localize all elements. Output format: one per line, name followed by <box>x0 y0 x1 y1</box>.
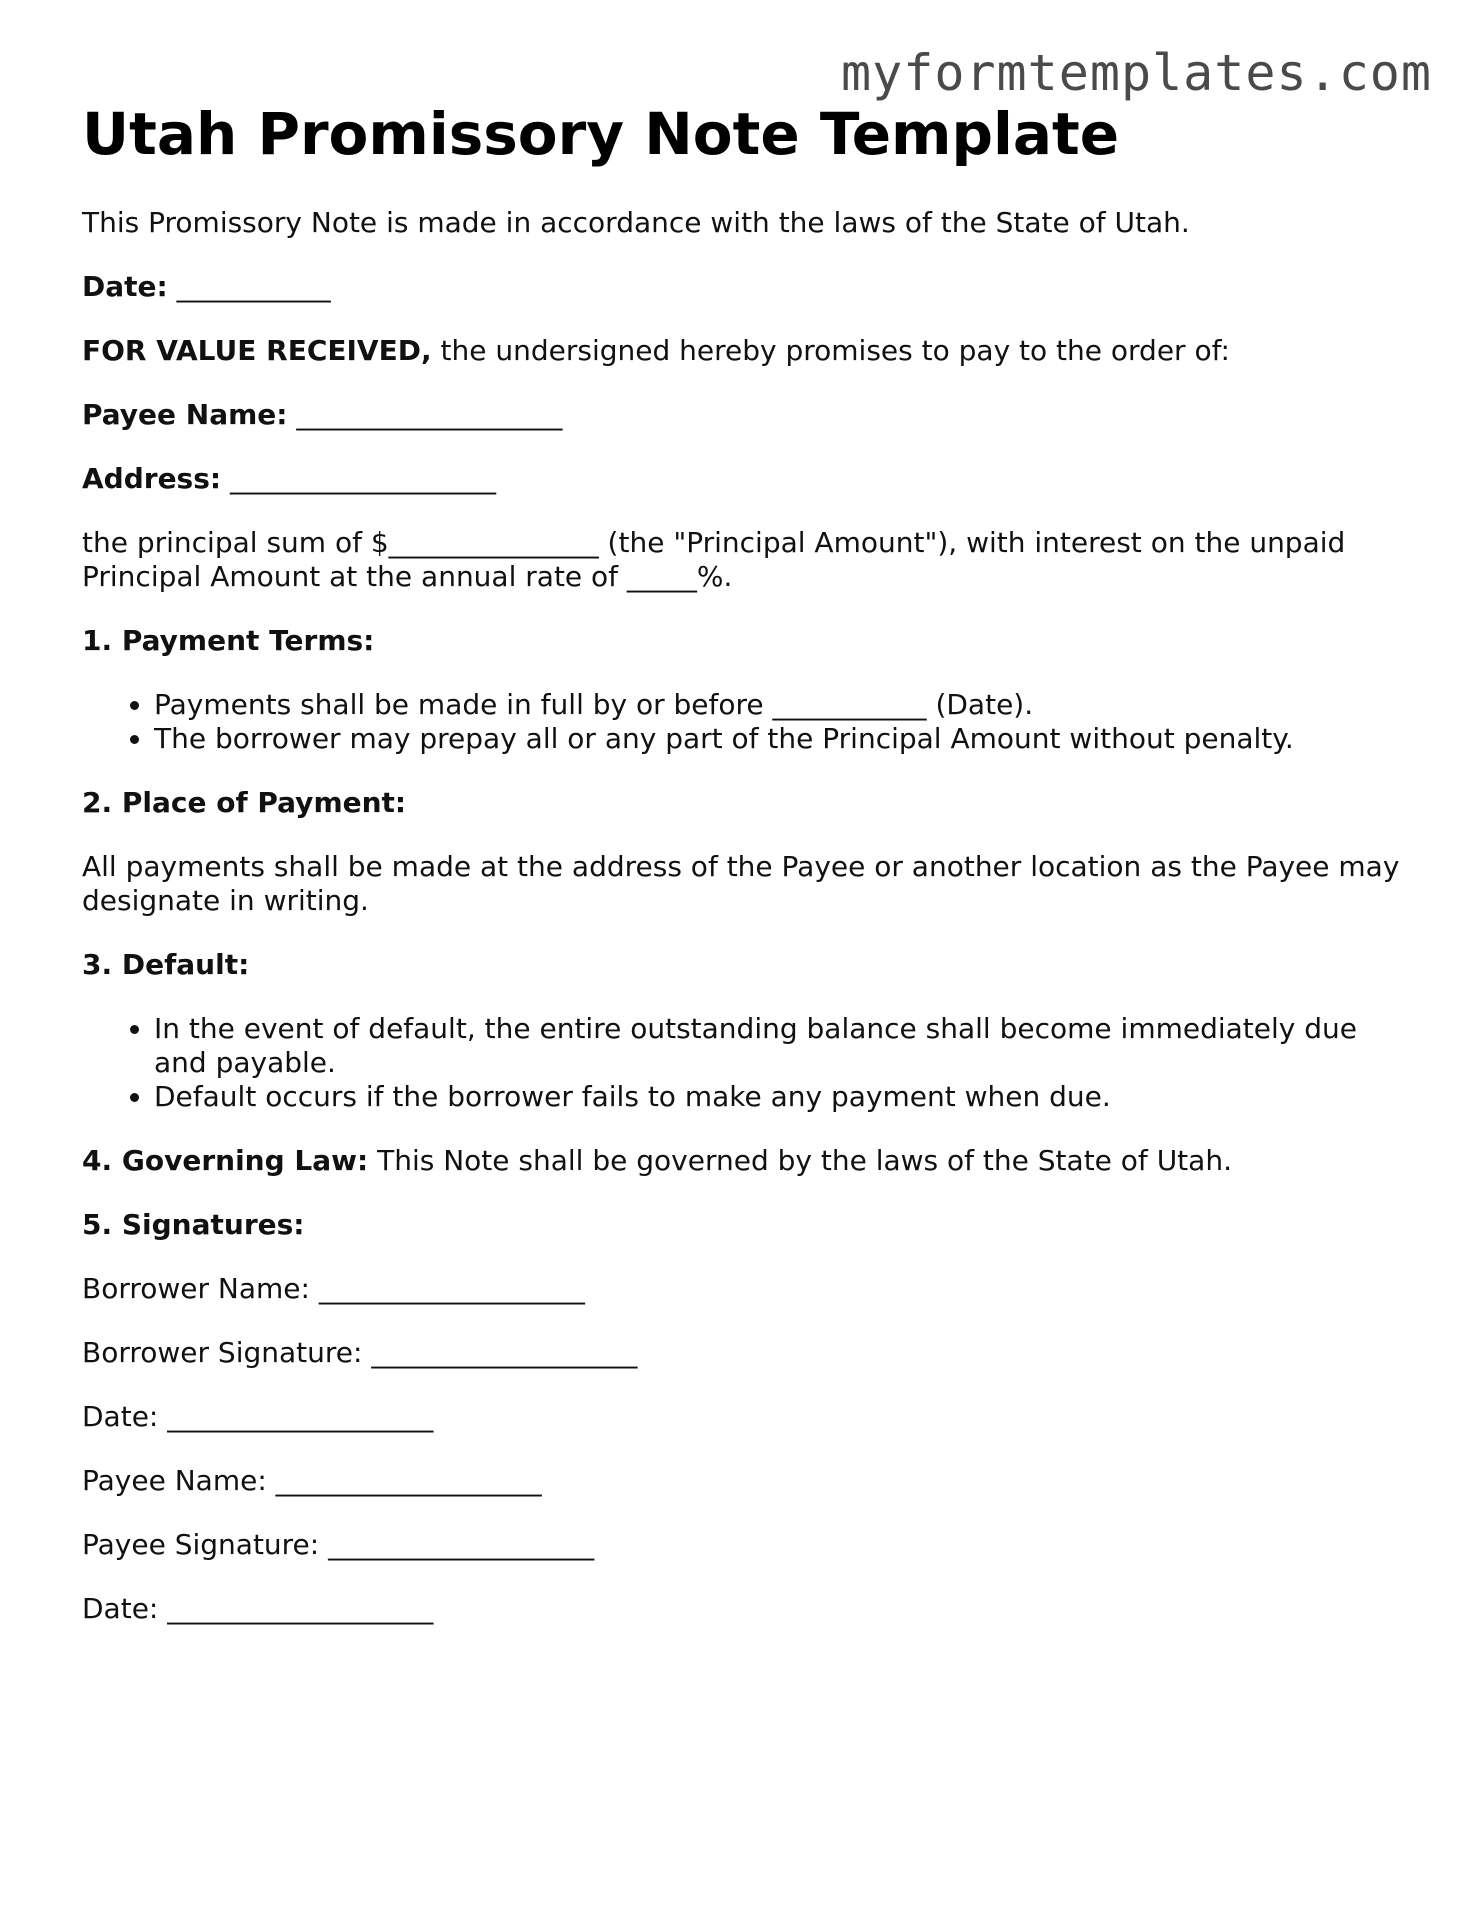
value-received-text: the undersigned hereby promises to pay to the order of: <box>431 333 1230 367</box>
governing-law-text: This Note shall be governed by the laws of the State of Utah. <box>368 1143 1232 1177</box>
address-blank: ___________________ <box>230 461 496 495</box>
signature-line-borrower-date: Date: ___________________ <box>82 1399 434 1433</box>
date-blank: ___________ <box>176 269 331 303</box>
address-label: Address: <box>82 461 222 495</box>
list-item: • The borrower may prepay all or any part of the Principal Amount without penalty. <box>154 722 1412 756</box>
principal-paragraph: the principal sum of $_______________ (the "Principal Amount"), with interest on the unpaid Principal Amount at the annual rate of _____%. <box>82 525 1346 593</box>
address-line <box>82 462 1412 496</box>
signature-line-borrower-name: Borrower Name: ___________________ <box>82 1271 585 1305</box>
intro-paragraph: This Promissory Note is made in accordance with the laws of the State of Utah. <box>82 205 1190 239</box>
signature-line-payee-name: Payee Name: ___________________ <box>82 1463 542 1497</box>
governing-law-heading: 4. Governing Law: <box>82 1143 369 1177</box>
page-title: Utah Promissory Note Template <box>82 100 1120 168</box>
payment-terms-heading: 1. Payment Terms: <box>82 623 375 657</box>
watermark: myformtemplates.com <box>841 44 1432 102</box>
governing-law-paragraph <box>82 1144 1412 1178</box>
place-of-payment-heading: 2. Place of Payment: <box>82 785 407 819</box>
list-item: • Default occurs if the borrower fails to make any payment when due. <box>154 1080 1412 1114</box>
place-of-payment-text: All payments shall be made at the address of the Payee or another location as the Payee may designate in writing. <box>82 849 1400 917</box>
signature-line-payee-date: Date: ___________________ <box>82 1591 434 1625</box>
document-body <box>82 100 1412 1656</box>
date-line <box>82 270 1412 304</box>
value-received-paragraph <box>82 334 1412 368</box>
signatures-heading: 5. Signatures: <box>82 1207 305 1241</box>
default-heading: 3. Default: <box>82 947 250 981</box>
list-item: • Payments shall be made in full by or before ___________ (Date). <box>154 688 1412 722</box>
value-received-label: FOR VALUE RECEIVED, <box>82 333 432 367</box>
list-item: • In the event of default, the entire outstanding balance shall become immediately due and payable. <box>154 1012 1412 1080</box>
signature-line-borrower-signature: Borrower Signature: ___________________ <box>82 1335 638 1369</box>
date-label: Date: <box>82 269 168 303</box>
payee-name-blank: ___________________ <box>296 397 563 431</box>
payee-name-line <box>82 398 1412 432</box>
payee-name-label: Payee Name: <box>82 397 288 431</box>
payment-terms-list <box>82 688 1412 756</box>
default-list <box>82 1012 1412 1114</box>
signature-line-payee-signature: Payee Signature: ___________________ <box>82 1527 595 1561</box>
